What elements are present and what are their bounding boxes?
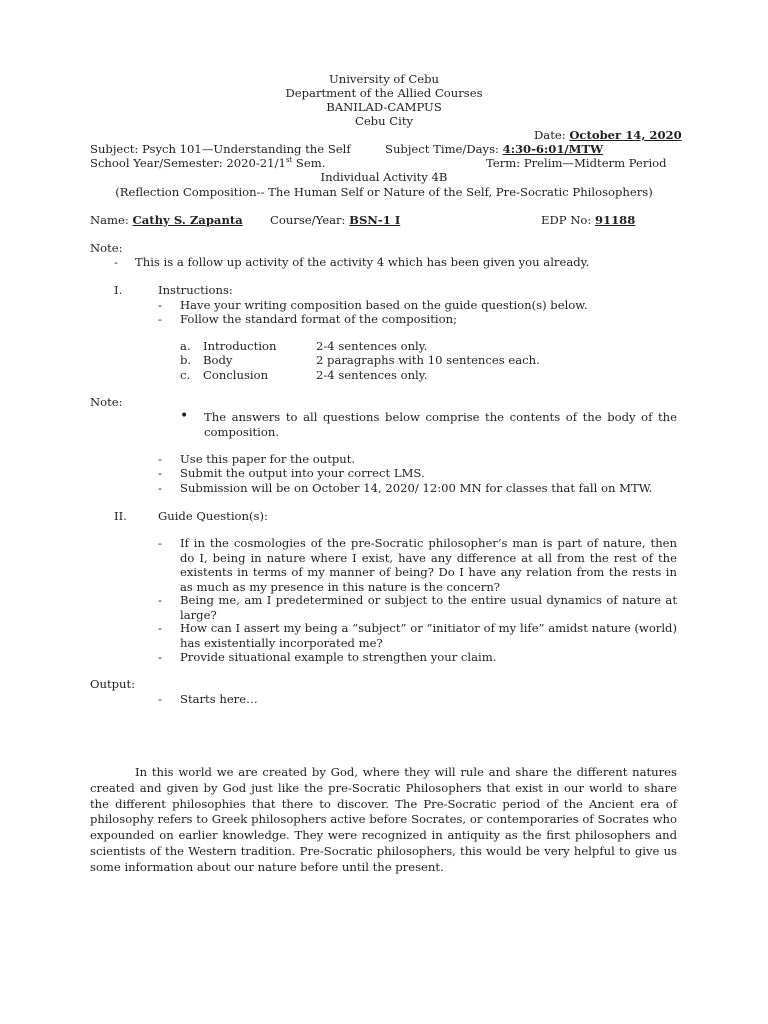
bullet-icon: • bbox=[180, 408, 189, 424]
note-label: Note: bbox=[90, 395, 123, 409]
school-year-suffix: Sem. bbox=[292, 156, 326, 170]
subject-time-value: 4:30-6:01/MTW bbox=[502, 142, 604, 156]
note-text: This is a follow up activity of the activity 4 which has been given you already. bbox=[135, 255, 590, 269]
guide-question: How can I assert my being a “subject” or “initiator of my life” amidst nature (world) has existentially incorporated me? bbox=[180, 621, 677, 650]
activity-description: (Reflection Composition-- The Human Self or Nature of the Self, Pre-Socratic Philosophers) bbox=[115, 185, 653, 199]
note-label: Note: bbox=[90, 241, 123, 255]
edp-value: 91188 bbox=[594, 213, 636, 227]
output-label: Output: bbox=[90, 677, 136, 691]
format-desc: 2 paragraphs with 10 sentences each. bbox=[316, 353, 540, 367]
format-part: Introduction bbox=[203, 339, 277, 353]
student-name-line bbox=[90, 213, 243, 228]
dash-marker: - bbox=[158, 692, 162, 706]
section-numeral: II. bbox=[114, 509, 127, 523]
dash-marker: - bbox=[158, 481, 162, 495]
school-year-sup: st bbox=[285, 156, 293, 165]
guide-question: If in the cosmologies of the pre-Socratic philosopher’s man is part of nature, then do I, being in nature where I exist, have any difference at all from the rest of the existents in terms of my manner of being? Do I have any relation from the rests in as much as my presence in this nature is the concern? bbox=[180, 536, 677, 594]
format-desc: 2-4 sentences only. bbox=[316, 339, 428, 353]
subject-line: Subject: Psych 101—Understanding the Self bbox=[90, 142, 351, 156]
university-name: University of Cebu bbox=[328, 72, 440, 86]
dash-marker: - bbox=[158, 593, 162, 607]
student-name-label: Name: bbox=[90, 213, 133, 227]
date-label: Date: bbox=[534, 128, 570, 142]
output-paragraph: In this world we are created by God, where they will rule and share the different natures created and given by God just like the pre-Socratic Philosophers that exist in our world to share the different philosophies that there to discover. The Pre-Socratic period of the Ancient era of philosophy refers to Greek philosophers active before Socrates, or contemporaries of Socrates who expounded on earlier knowledge. They were recognized in antiquity as the first philosophers and scientists of the Western tradition. Pre-Socratic philosophers, this would be very helpful to give us some information about our nature before until the present. bbox=[90, 765, 677, 874]
edp-label: EDP No: bbox=[541, 213, 595, 227]
format-marker: c. bbox=[180, 368, 191, 382]
subject-time-line bbox=[385, 142, 603, 157]
format-part: Body bbox=[203, 353, 233, 367]
date-line bbox=[534, 128, 682, 143]
instruction-item: Follow the standard format of the composition; bbox=[180, 312, 457, 326]
term-line: Term: Prelim—Midterm Period bbox=[486, 156, 667, 170]
format-marker: b. bbox=[180, 353, 192, 367]
dash-marker: - bbox=[158, 650, 162, 664]
school-year-line bbox=[90, 156, 325, 171]
subject-time-label: Subject Time/Days: bbox=[385, 142, 503, 156]
instruction-item: Have your writing composition based on the guide question(s) below. bbox=[180, 298, 588, 312]
output-start: Starts here… bbox=[180, 692, 258, 706]
course-year-line bbox=[270, 213, 400, 228]
student-name-value: Cathy S. Zapanta bbox=[132, 213, 243, 227]
dash-marker: - bbox=[158, 621, 162, 635]
format-part: Conclusion bbox=[203, 368, 269, 382]
dash-marker: - bbox=[158, 466, 162, 480]
dash-marker: - bbox=[114, 255, 118, 269]
course-year-value: BSN-1 I bbox=[349, 213, 401, 227]
note-item: Submission will be on October 14, 2020/ 12:00 MN for classes that fall on MTW. bbox=[180, 481, 653, 495]
section-numeral: I. bbox=[114, 283, 123, 297]
course-year-label: Course/Year: bbox=[270, 213, 350, 227]
section-title: Guide Question(s): bbox=[158, 509, 268, 523]
city-name: Cebu City bbox=[354, 114, 414, 128]
note-bullet-text: The answers to all questions below comprise the contents of the body of the composition. bbox=[204, 410, 677, 439]
format-desc: 2-4 sentences only. bbox=[316, 368, 428, 382]
date-value: October 14, 2020 bbox=[569, 128, 682, 142]
activity-title: Individual Activity 4B bbox=[320, 170, 448, 184]
school-year-text: School Year/Semester: 2020-21/1 bbox=[90, 156, 286, 170]
dash-marker: - bbox=[158, 452, 162, 466]
format-marker: a. bbox=[180, 339, 191, 353]
campus-name: BANILAD-CAMPUS bbox=[326, 100, 442, 114]
note-item: Use this paper for the output. bbox=[180, 452, 356, 466]
dash-marker: - bbox=[158, 536, 162, 550]
edp-line bbox=[541, 213, 635, 228]
section-title: Instructions: bbox=[158, 283, 233, 297]
dash-marker: - bbox=[158, 298, 162, 312]
note-item: Submit the output into your correct LMS. bbox=[180, 466, 425, 480]
dash-marker: - bbox=[158, 312, 162, 326]
guide-question: Provide situational example to strengthen your claim. bbox=[180, 650, 497, 664]
department-name: Department of the Allied Courses bbox=[285, 86, 483, 100]
guide-question: Being me, am I predetermined or subject to the entire usual dynamics of nature at large? bbox=[180, 593, 677, 622]
